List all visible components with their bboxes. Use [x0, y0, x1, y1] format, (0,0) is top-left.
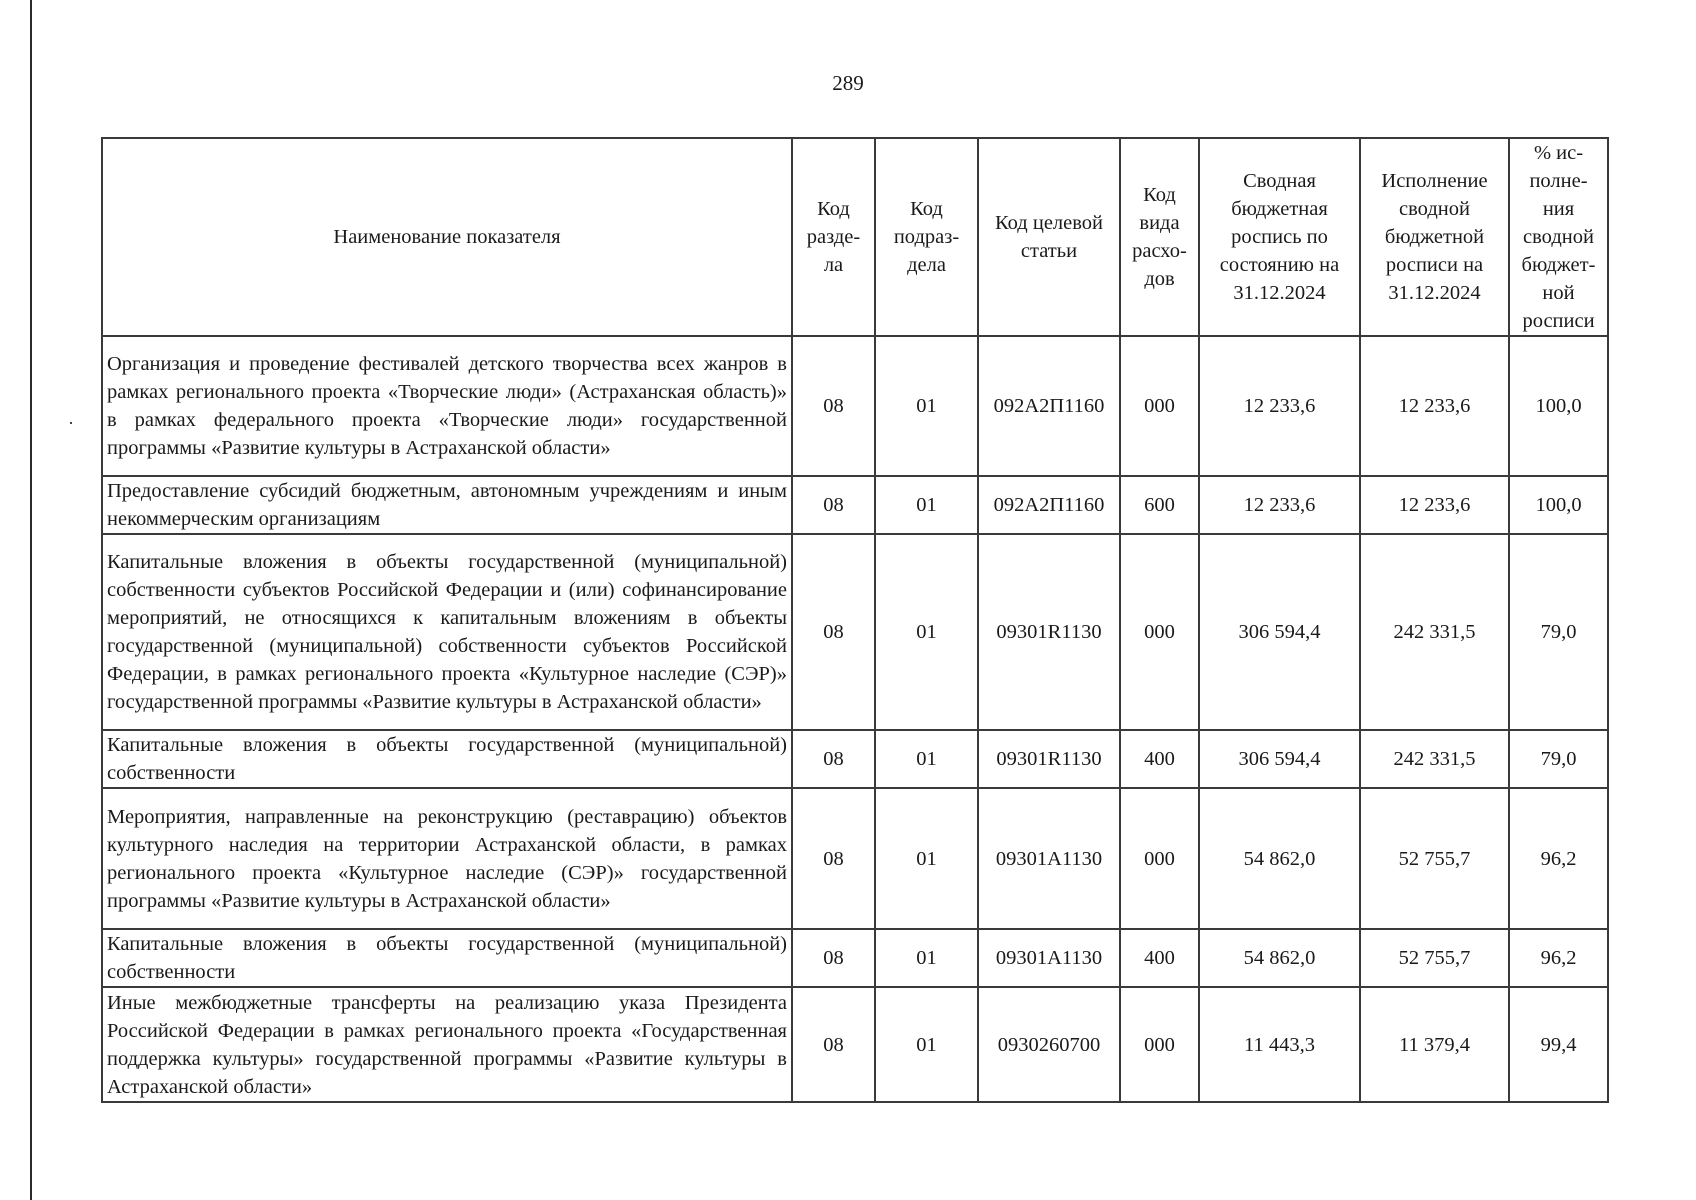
row-target-code: 09301А1130 [978, 929, 1120, 987]
row-executed-budget: 52 755,7 [1360, 929, 1509, 987]
page-number: 289 [832, 71, 864, 95]
row-subsection-code: 01 [875, 336, 978, 476]
row-executed-budget: 12 233,6 [1360, 476, 1509, 534]
row-executed-budget: 52 755,7 [1360, 788, 1509, 929]
header-execution-percent: % ис- полне- ния сводной бюджет- ной росписи [1509, 138, 1608, 336]
row-name: Организация и проведение фестивалей детского творчества всех жанров в рамках регионального проекта «Творческие люди» (Астраханская область)» в рамках федерального проекта «Творческие люди» государственной программы «Развитие культуры в Астраханской области» [102, 336, 792, 476]
row-planned-budget: 54 862,0 [1199, 929, 1360, 987]
row-target-code: 092А2П1160 [978, 336, 1120, 476]
row-expense-type-code: 000 [1120, 534, 1199, 730]
row-section-code: 08 [792, 929, 875, 987]
budget-execution-table [101, 137, 1609, 1103]
row-name: Капитальные вложения в объекты государственной (муниципальной) собственности субъектов Российской Федерации и (или) софинансирование мероприятий, не относящихся к капитальным вложениям в объекты государственной (муниципальной) собственности субъектов Российской Федерации, в рамках регионального проекта «Культурное наследие (СЭР)» государственной программы «Развитие культуры в Астраханской области» [102, 534, 792, 730]
header-executed-budget: Исполнение сводной бюджетной росписи на 31.12.2024 [1360, 138, 1509, 336]
table-row [102, 336, 1608, 476]
row-planned-budget: 306 594,4 [1199, 534, 1360, 730]
row-planned-budget: 12 233,6 [1199, 476, 1360, 534]
table-row [102, 929, 1608, 987]
table-header-row [102, 138, 1608, 336]
row-execution-percent: 79,0 [1509, 534, 1608, 730]
row-execution-percent: 79,0 [1509, 730, 1608, 788]
row-executed-budget: 242 331,5 [1360, 534, 1509, 730]
row-target-code: 0930260700 [978, 987, 1120, 1102]
row-name: Мероприятия, направленные на реконструкцию (реставрацию) объектов культурного наследия на территории Астраханской области, в рамках регионального проекта «Культурное наследие (СЭР)» государственной программы «Развитие культуры в Астраханской области» [102, 788, 792, 929]
page-margin-line [30, 0, 32, 1200]
row-planned-budget: 12 233,6 [1199, 336, 1360, 476]
row-executed-budget: 12 233,6 [1360, 336, 1509, 476]
scan-speck [70, 422, 72, 424]
header-name: Наименование показателя [102, 138, 792, 336]
row-subsection-code: 01 [875, 476, 978, 534]
table-row [102, 476, 1608, 534]
row-execution-percent: 100,0 [1509, 476, 1608, 534]
row-planned-budget: 306 594,4 [1199, 730, 1360, 788]
row-expense-type-code: 600 [1120, 476, 1199, 534]
row-section-code: 08 [792, 730, 875, 788]
row-execution-percent: 96,2 [1509, 788, 1608, 929]
table-row [102, 788, 1608, 929]
header-subsection-code: Код подраз- дела [875, 138, 978, 336]
row-name: Капитальные вложения в объекты государственной (муниципальной) собственности [102, 730, 792, 788]
row-section-code: 08 [792, 534, 875, 730]
row-subsection-code: 01 [875, 788, 978, 929]
row-planned-budget: 11 443,3 [1199, 987, 1360, 1102]
row-executed-budget: 11 379,4 [1360, 987, 1509, 1102]
header-target-code: Код целевой статьи [978, 138, 1120, 336]
row-subsection-code: 01 [875, 534, 978, 730]
row-executed-budget: 242 331,5 [1360, 730, 1509, 788]
row-name: Капитальные вложения в объекты государственной (муниципальной) собственности [102, 929, 792, 987]
table-row [102, 730, 1608, 788]
row-subsection-code: 01 [875, 730, 978, 788]
table-row [102, 987, 1608, 1102]
row-execution-percent: 96,2 [1509, 929, 1608, 987]
row-subsection-code: 01 [875, 987, 978, 1102]
row-target-code: 09301R1130 [978, 534, 1120, 730]
header-section-code: Код разде- ла [792, 138, 875, 336]
row-execution-percent: 100,0 [1509, 336, 1608, 476]
row-section-code: 08 [792, 476, 875, 534]
row-execution-percent: 99,4 [1509, 987, 1608, 1102]
row-planned-budget: 54 862,0 [1199, 788, 1360, 929]
header-expense-type-code: Код вида расхо- дов [1120, 138, 1199, 336]
row-section-code: 08 [792, 788, 875, 929]
row-subsection-code: 01 [875, 929, 978, 987]
row-name: Предоставление субсидий бюджетным, автономным учреждениям и иным некоммерческим организациям [102, 476, 792, 534]
row-expense-type-code: 000 [1120, 336, 1199, 476]
row-section-code: 08 [792, 987, 875, 1102]
row-expense-type-code: 000 [1120, 788, 1199, 929]
row-target-code: 09301А1130 [978, 788, 1120, 929]
row-section-code: 08 [792, 336, 875, 476]
row-expense-type-code: 400 [1120, 730, 1199, 788]
table-row [102, 534, 1608, 730]
row-name: Иные межбюджетные трансферты на реализацию указа Президента Российской Федерации в рамках регионального проекта «Государственная поддержка культуры» государственной программы «Развитие культуры в Астраханской области» [102, 987, 792, 1102]
row-expense-type-code: 000 [1120, 987, 1199, 1102]
row-target-code: 092А2П1160 [978, 476, 1120, 534]
row-target-code: 09301R1130 [978, 730, 1120, 788]
row-expense-type-code: 400 [1120, 929, 1199, 987]
header-planned-budget: Сводная бюджетная роспись по состоянию на 31.12.2024 [1199, 138, 1360, 336]
